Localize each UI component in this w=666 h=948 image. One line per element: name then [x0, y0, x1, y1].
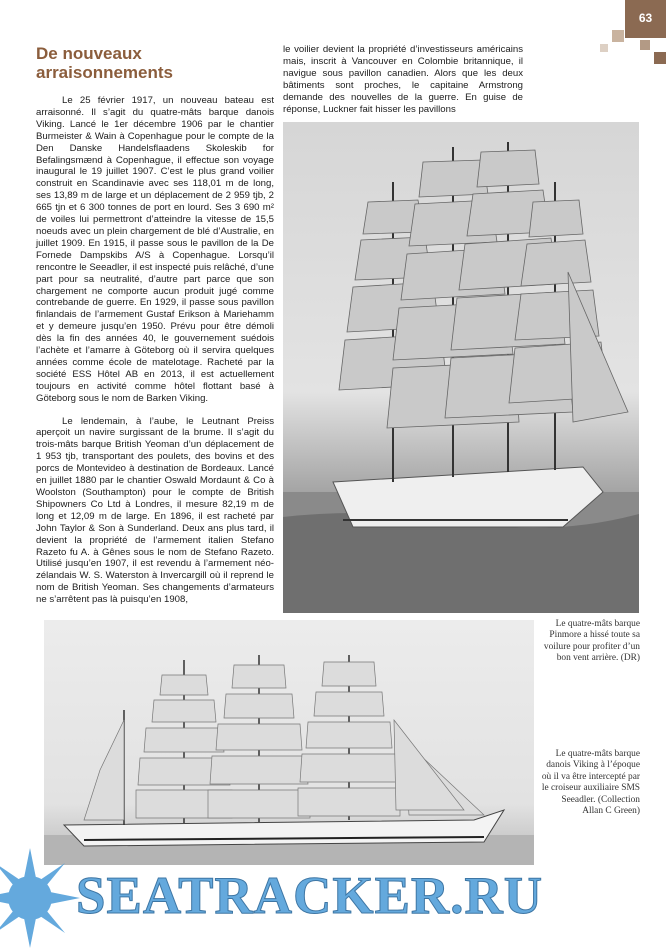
right-text-column [283, 44, 523, 115]
pinmore-ship-illustration [283, 122, 639, 613]
pinmore-caption: Le quatre-mâts barque Pinmore a hissé toute sa voilure pour profiter d’un bon vent arrière. (DR) [543, 619, 640, 664]
corner-square-decoration [640, 40, 650, 50]
paragraph-british-yeoman: Le lendemain, à l’aube, le Leutnant Preiss aperçoit un navire surgissant de la brume. Il s’agit du trois-mâts barque British Yeoman d’un déplacement de 1 953 tjb, transportant des poulets, des bovins et des porcs de Montevideo à destination de Bordeaux. Lancé en juillet 1880 par le chantier Oswald Mordaunt & Co à Woolston (Southampton) pour le compte de British Shipowners Co Ltd à Londres, il mesure 82,19 m de long et 12,09 m de large. En 1896, il est racheté par John Taylor & Son à Sunderland. Deux ans plus tard, il devient la propriété de l’armement italien Stefano Razeto fu A. à Gênes sous le nom de Stefano Razeto. Utilisé jusqu’en 1907, il est revendu à l’armement néo-zélandais W. S. Waterston à Invercargill où il reprend le nom de British Yeoman. Ses changements d’armateurs ne s’arrêtent pas là puisqu’en 1908, [36, 415, 274, 606]
viking-ship-photo [44, 620, 534, 865]
paragraph-continued: le voilier devient la propriété d’investisseurs américains mais, inscrit à Vancouver en Colombie britannique, il navigue sous pavillon canadien. Alors que les deux bâtiments sont proches, le capitaine Armstrong demande des nouvelles de la guerre. En guise de réponse, Luckner fait hisser les pavillons [283, 44, 523, 115]
viking-ship-illustration [44, 620, 534, 865]
left-text-column [36, 95, 274, 606]
section-heading: De nouveaux arraisonnements [36, 44, 173, 82]
paragraph-viking: Le 25 février 1917, un nouveau bateau est arraisonné. Il s’agit du quatre-mâts barque danois Viking. Lancé le 1er décembre 1906 par le chantier Burmeister & Wain à Copenhague pour le compte de la Den Danske Handelsflaadens Skoleskib for Befalingsmænd à Copenhague, il effectue son voyage inaugural le 19 juillet 1907. C’est le plus grand voilier construit en Scandinavie avec ses 118,01 m de long, ses 13,89 m de large et un déplacement de 2 959 tjb, 2 665 tjn et 6 300 tonnes de port en lourd. Ses 3 690 m² de voiles lui permettront d’atteindre la vitesse de 15,5 noeuds avec un plein chargement de blé d’Australie, en juillet 1909. En 1915, il passe sous le pavillon de la De Fornede Dampskibs A/S à Copenhague. Lorsqu’il rencontre le Seeadler, il est inspecté puis relâché, d’une part pour sa neutralité, d’autre part parce que son chargement ne comporte aucun produit jugé comme contrebande de guerre. En 1929, il passe sous pavillon finlandais de l’armement Gustaf Erikson à Mariehamm et y demeure jusqu’en 1950. Prévu pour être démoli dès la fin des années 40, le gouvernement suédois l’achète et l’amarre à Göteborg où il servira quelques années comme école de matelotage. Racheté par la société ESS Hôtel AB en 2013, il est actuellement toujours en activité comme hôtel flottant basé à Göteborg sous le nom de Barken Viking. [36, 95, 274, 404]
watermark-text: SEATRACKER.RU [76, 867, 543, 925]
viking-caption: Le quatre-mâts barque danois Viking à l’époque où il va être intercepté par le croiseur auxiliaire SMS Seeadler. (Collection Allan C Green) [541, 749, 640, 817]
page-number: 63 [625, 0, 666, 38]
pinmore-ship-photo [283, 122, 639, 613]
corner-square-decoration [600, 44, 608, 52]
corner-square-decoration [612, 30, 624, 42]
corner-square-decoration [654, 52, 666, 64]
